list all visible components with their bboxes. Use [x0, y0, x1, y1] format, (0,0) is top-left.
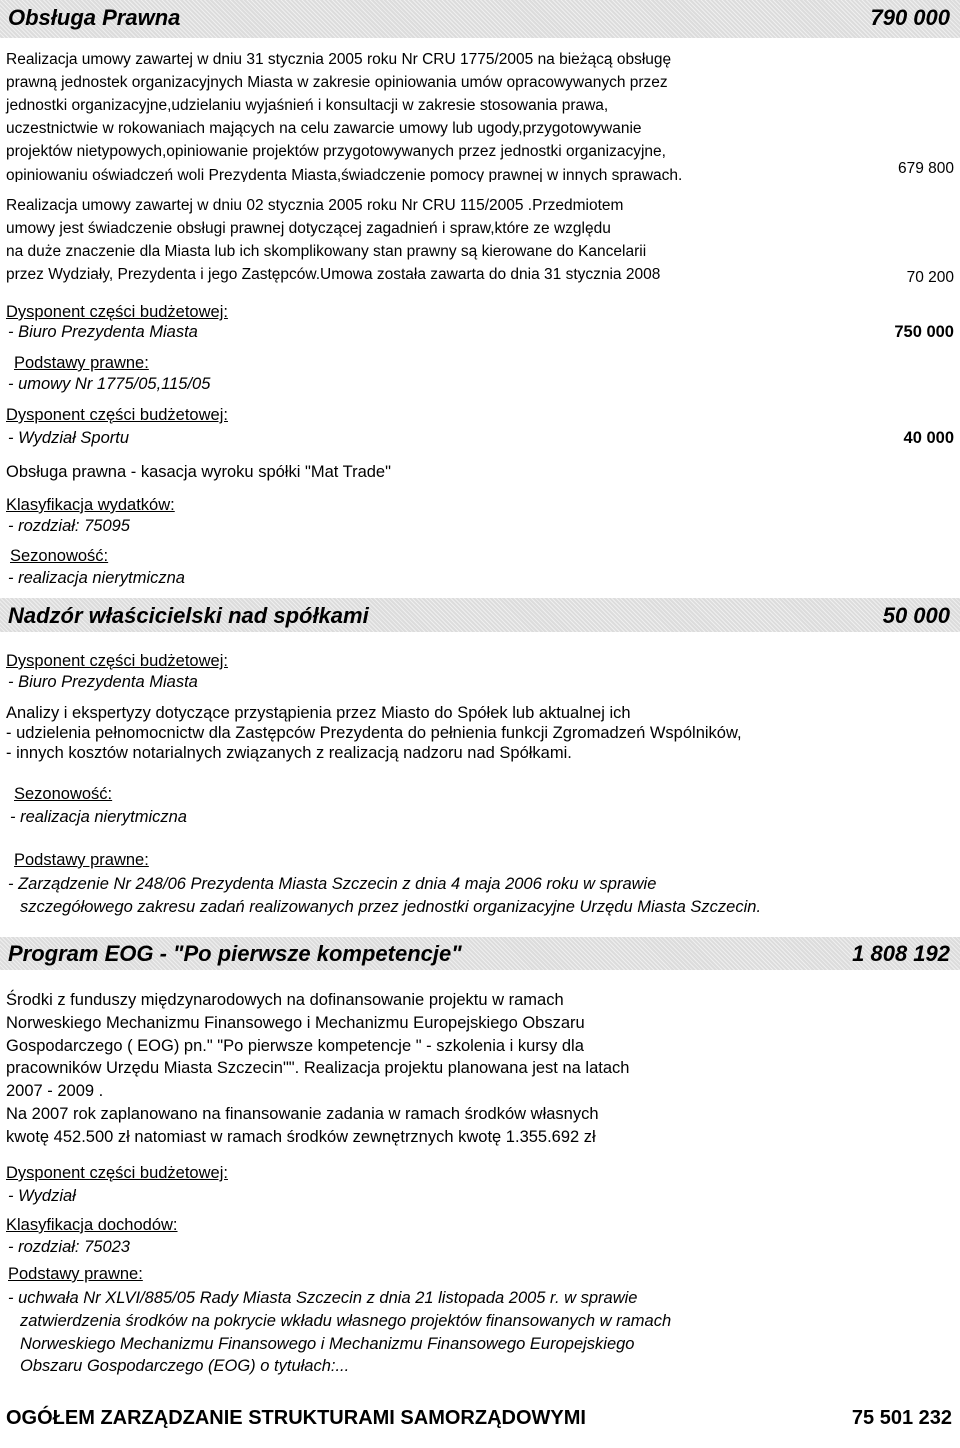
contract-amount: 679 800 — [897, 160, 954, 177]
dysponent-value: - Wydział — [8, 1187, 76, 1205]
section-amount: 790 000 — [870, 5, 950, 30]
podstawy-line: - uchwała Nr XLVI/885/05 Rady Miasta Szczecin z dnia 21 listopada 2005 r. w sprawie — [8, 1289, 638, 1307]
eog-text-line: Środki z funduszy międzynarodowych na dofinansowanie projektu w ramach — [6, 991, 564, 1009]
podstawy-label: Podstawy prawne: — [14, 851, 149, 869]
section-title: Nadzór właścicielski nad spółkami — [8, 603, 369, 628]
klasyfikacja-value: - rozdział: 75095 — [8, 517, 130, 535]
analizy-text-line: - udzielenia pełnomocnictw dla Zastępców Prezydenta do pełnienia funkcji Zgromadzeń Wspólników, — [6, 724, 742, 742]
podstawy-label: Podstawy prawne: — [8, 1265, 143, 1283]
eog-text-line: kwotę 452.500 zł natomiast w ramach środków zewnętrznych kwotę 1.355.692 zł — [6, 1128, 596, 1146]
sezonowosc-value: - realizacja nierytmiczna — [10, 808, 187, 826]
klasyfikacja-label: Klasyfikacja wydatków: — [6, 496, 175, 514]
podstawy-value: - umowy Nr 1775/05,115/05 — [8, 375, 211, 393]
section-title: Obsługa Prawna — [8, 5, 181, 30]
contract2-text-line: Realizacja umowy zawartej w dniu 02 stycznia 2005 roku Nr CRU 115/2005 .Przedmiotem — [6, 197, 624, 214]
dysponent-value: - Wydział Sportu — [8, 429, 130, 447]
section-amount: 50 000 — [882, 603, 950, 628]
dysponent-label: Dysponent części budżetowej: — [6, 652, 228, 670]
dysponent-amount: 750 000 — [894, 323, 954, 341]
contract-text-line: jednostki organizacyjne,udzielaniu wyjaśnień i konsultacji w zakresie stosowania prawa, — [6, 97, 609, 114]
dysponent-value: - Biuro Prezydenta Miasta — [8, 673, 198, 691]
section-title: Program EOG - "Po pierwsze kompetencje" — [8, 941, 462, 966]
eog-text-line: Norweskiego Mechanizmu Finansowego i Mechanizmu Europejskiego Obszaru — [6, 1014, 585, 1032]
contract-text-line: prawną jednostek organizacyjnych Miasta w zakresie opiniowania umów opracowywanych przez — [6, 74, 668, 91]
grand-total-label: OGÓŁEM ZARZĄDZANIE STRUKTURAMI SAMORZĄDOWYMI — [6, 1407, 586, 1429]
mat-trade-text: Obsługa prawna - kasacja wyroku spółki "Mat Trade" — [6, 463, 391, 481]
sezonowosc-value: - realizacja nierytmiczna — [8, 569, 185, 587]
contract-text-line: projektów nietypowych,opiniowanie projektów przygotowywanych przez jednostki organizacyjne, — [6, 143, 666, 160]
contract-text-line: opiniowaniu oświadczeń woli Prezydenta Miasta,świadczenie pomocy prawnej w innych sprawach. — [6, 167, 683, 182]
section-amount: 1 808 192 — [852, 941, 950, 966]
podstawy-line: Obszaru Gospodarczego (EOG) o tytułach:... — [20, 1357, 350, 1375]
podstawy-label: Podstawy prawne: — [14, 354, 149, 372]
dysponent-label: Dysponent części budżetowej: — [6, 303, 228, 321]
eog-text-line: pracowników Urzędu Miasta Szczecin"". Realizacja projektu planowana jest na latach — [6, 1059, 630, 1077]
podstawy-line: - Zarządzenie Nr 248/06 Prezydenta Miasta Szczecin z dnia 4 maja 2006 roku w sprawie — [8, 875, 657, 893]
eog-text-line: Gospodarczego ( EOG) pn." "Po pierwsze kompetencje " - szkolenia i kursy dla — [6, 1037, 584, 1055]
contract-text-line: Realizacja umowy zawartej w dniu 31 stycznia 2005 roku Nr CRU 1775/2005 na bieżącą obsługę — [6, 51, 672, 68]
analizy-text-line: Analizy i ekspertyzy dotyczące przystąpienia przez Miasto do Spółek lub aktualnej ich — [6, 704, 631, 722]
sezonowosc-label: Sezonowość: — [10, 547, 109, 565]
eog-text-line: Na 2007 rok zaplanowano na finansowanie zadania w ramach środków własnych — [6, 1105, 599, 1123]
klasyfikacja-label: Klasyfikacja dochodów: — [6, 1216, 178, 1234]
podstawy-line: Norweskiego Mechanizmu Finansowego i Mechanizmu Finansowego Europejskiego — [20, 1335, 635, 1353]
contract-text-line: uczestnictwie w rokowaniach mających na celu zawarcie umowy lub ugody,przygotowywanie — [6, 120, 642, 137]
sezonowosc-label: Sezonowość: — [14, 785, 113, 803]
podstawy-line: szczegółowego zakresu zadań realizowanych przez jednostki organizacyjne Urzędu Miasta Szczecin. — [20, 898, 762, 916]
contract2-amount: 70 200 — [906, 269, 954, 286]
grand-total-amount: 75 501 232 — [851, 1407, 952, 1429]
dysponent-amount: 40 000 — [903, 429, 954, 447]
analizy-text-line: - innych kosztów notarialnych związanych z realizacją nadzoru nad Spółkami. — [6, 744, 572, 762]
contract2-text-line: na duże znaczenie dla Miasta lub ich skomplikowany stan prawny są kierowane do Kancelarii — [6, 243, 647, 260]
dysponent-label: Dysponent części budżetowej: — [6, 406, 228, 424]
klasyfikacja-value: - rozdział: 75023 — [8, 1238, 130, 1256]
dysponent-label: Dysponent części budżetowej: — [6, 1164, 228, 1182]
eog-text-line: 2007 - 2009 . — [6, 1082, 104, 1100]
podstawy-line: zatwierdzenia środków na pokrycie wkładu własnego projektów finansowanych w ramach — [20, 1312, 672, 1330]
dysponent-value: - Biuro Prezydenta Miasta — [8, 323, 198, 341]
contract2-text-line: umowy jest świadczenie obsługi prawnej dotyczącej zagadnień i spraw,które ze względu — [6, 220, 611, 237]
contract2-text-line: przez Wydziały, Prezydenta i jego Zastępców.Umowa została zawarta do dnia 31 stycznia 2008 — [6, 266, 661, 283]
